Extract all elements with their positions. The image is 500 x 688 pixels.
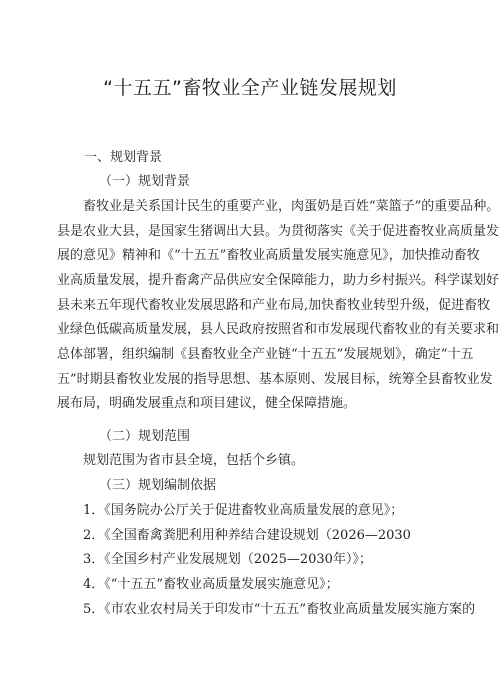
basis-list-item: 4．《“十五五”畜牧业高质量发展实施意见》； xyxy=(83,577,339,592)
subsection-heading-scope: （二）规划范围 xyxy=(99,429,191,444)
section-heading-background: 一、规划背景 xyxy=(84,150,163,165)
paragraph-line: 畜牧业是关系国计民生的重要产业，肉蛋奶是百姓“菜篮子”的重要品种。 xyxy=(83,199,500,214)
paragraph-line: 总体部署，组织编制《县畜牧业全产业链“十五五”发展规划》，确定“十五 xyxy=(57,347,474,362)
paragraph-line: 五”时期县畜牧业发展的指导思想、基本原则、发展目标，统筹全县畜牧业发 xyxy=(57,372,493,387)
basis-list-item: 5．《市农业农村局关于印发市“十五五”畜牧业高质量发展实施方案的 xyxy=(83,602,476,617)
paragraph-line: 业绿色低碳高质量发展，县人民政府按照省和市发展现代畜牧业的有关要求和 xyxy=(57,322,500,337)
paragraph-line: 县是农业大县，是国家生猪调出大县。为贯彻落实《关于促进畜牧业高质量发 xyxy=(57,224,500,239)
paragraph-line: 县未来五年现代畜牧业发展思路和产业布局,加快畜牧业转型升级，促进畜牧 xyxy=(57,298,491,313)
subsection-heading-basis: （三）规划编制依据 xyxy=(99,478,217,493)
document-title: “十五五”畜牧业全产业链发展规划 xyxy=(103,77,397,99)
basis-list-item: 3．《全国乡村产业发展规划（2025—2030年）》； xyxy=(83,552,372,567)
scope-text: 规划范围为省市县全境，包括个乡镇。 xyxy=(83,453,305,468)
paragraph-line: 展布局，明确发展重点和项目建议，健全保障措施。 xyxy=(57,396,357,411)
basis-list-item: 2．《全国畜禽粪肥利用种养结合建设规划（2026—2030 xyxy=(83,528,411,543)
paragraph-line: 业高质量发展，提升畜禽产品供应安全保障能力，助力乡村振兴。科学谋划好 xyxy=(57,273,500,288)
paragraph-line: 展的意见》精神和《“十五五”畜牧业高质量发展实施意见》，加快推动畜牧 xyxy=(57,248,480,263)
subsection-heading-background: （一）规划背景 xyxy=(99,174,191,189)
basis-list-item: 1．《国务院办公厅关于促进畜牧业高质量发展的意见》； xyxy=(83,503,404,518)
